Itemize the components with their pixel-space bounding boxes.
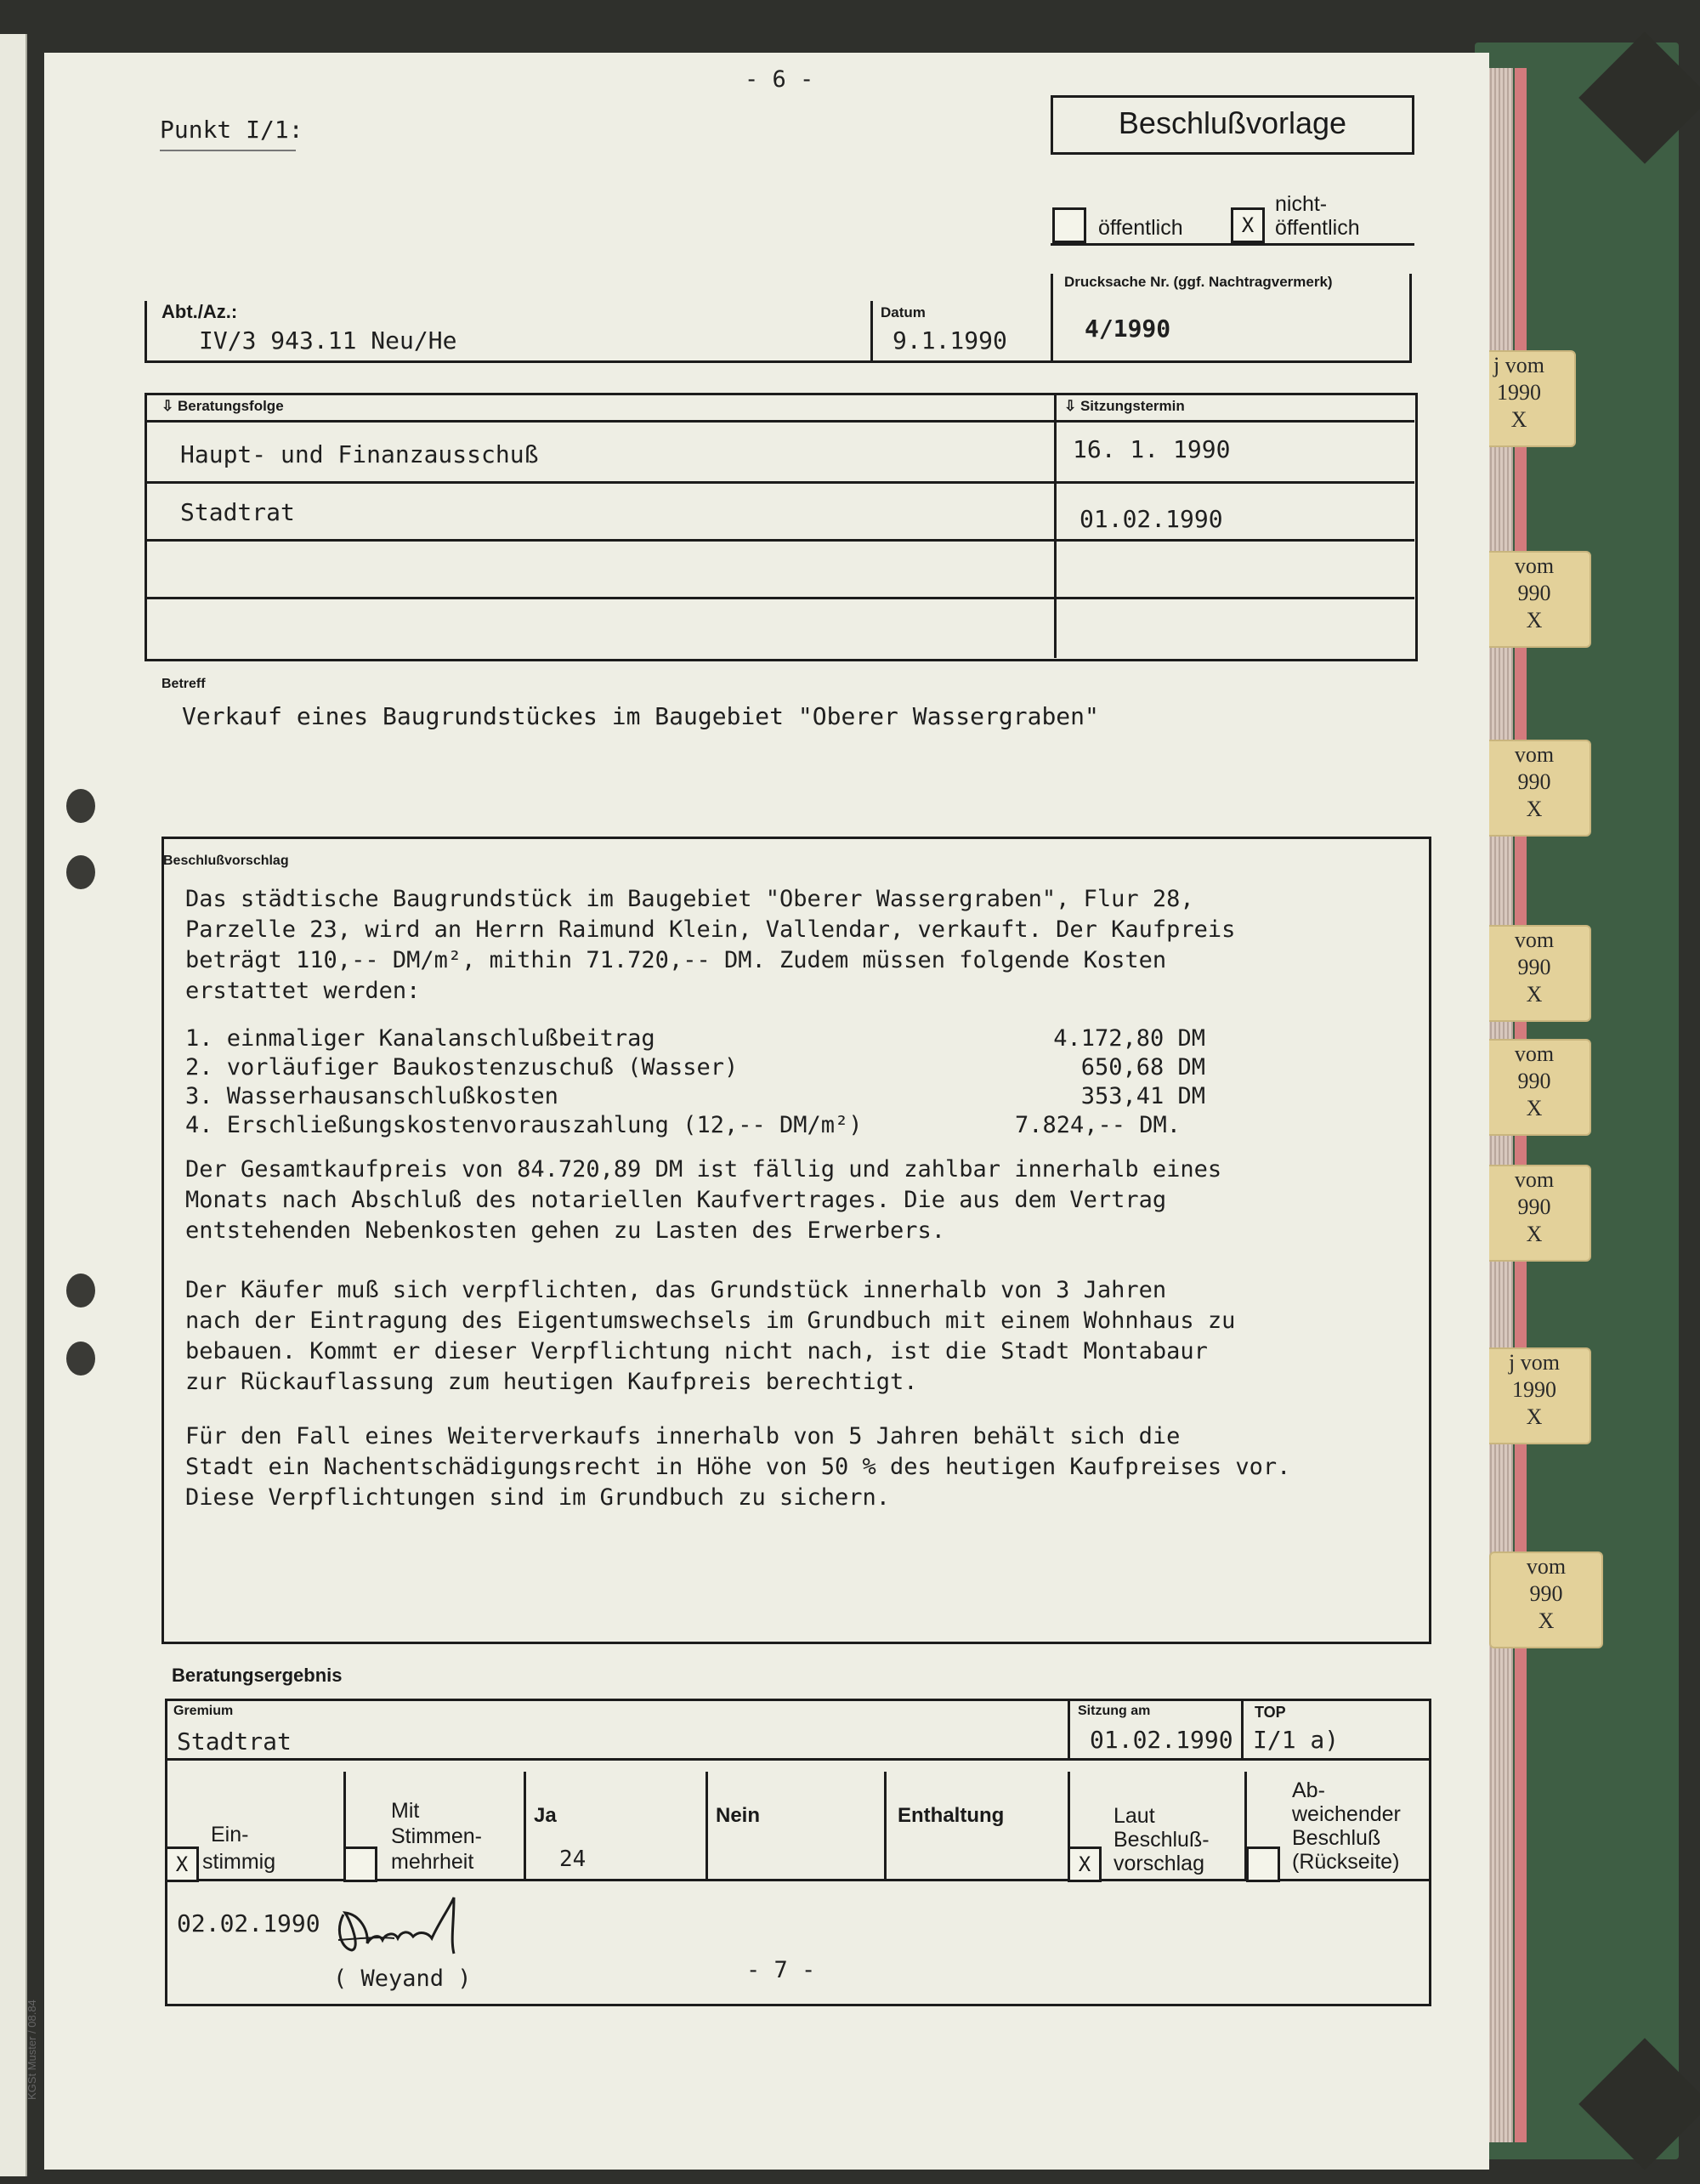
cost-row — [185, 1024, 1205, 1052]
vorschlag-line: Diese Verpflichtungen sind im Grundbuch zu sichern. — [185, 1484, 891, 1511]
handwritten-signature — [326, 1889, 496, 1966]
punkt-underline — [160, 150, 296, 151]
beschlussvorschlag-label: Beschlußvorschlag — [163, 854, 289, 868]
abw-label-3: Beschluß — [1292, 1826, 1381, 1850]
vote-col-divider — [706, 1772, 708, 1881]
side-tab[interactable]: vom 990 X — [1477, 925, 1591, 1022]
datum-label: Datum — [881, 304, 926, 321]
beratung-column-divider — [1054, 393, 1057, 658]
vorschlag-line: Für den Fall eines Weiterverkaufs innerhalb von 5 Jahren behält sich die — [185, 1423, 1181, 1449]
cost-item: 1. einmaliger Kanalanschlußbeitrag — [185, 1025, 655, 1052]
vorschlag-line: Der Käufer muß sich verpflichten, das Grundstück innerhalb von 3 Jahren — [185, 1277, 1167, 1303]
beratung-gremium-2: Stadtrat — [180, 498, 295, 526]
cost-amount: 650,68 DM — [1080, 1054, 1205, 1081]
punch-hole — [66, 855, 95, 889]
vorschlag-line: Der Gesamtkaufpreis von 84.720,89 DM ist fällig und zahlbar innerhalb eines — [185, 1156, 1222, 1183]
laut-label-1: Laut — [1114, 1804, 1155, 1828]
vorschlag-para4 — [185, 1421, 1290, 1513]
ja-value: 24 — [559, 1846, 586, 1872]
abweichender-beschluss-checkbox[interactable] — [1246, 1846, 1280, 1882]
beratung-termin-2: 01.02.1990 — [1080, 505, 1223, 533]
ja-label: Ja — [534, 1804, 557, 1827]
cost-item: 3. Wasserhausanschlußkosten — [185, 1083, 558, 1109]
cost-item: 4. Erschließungskostenvorauszahlung (12,-- DM/m²) — [185, 1112, 863, 1138]
cost-amount: 4.172,80 DM — [1053, 1025, 1205, 1052]
signature-date: 02.02.1990 — [177, 1909, 320, 1937]
drucksache-left-border — [1051, 274, 1053, 362]
einstimmig-checkbox[interactable]: X — [165, 1846, 199, 1882]
vorschlag-intro — [185, 884, 1235, 1007]
ergebnis-label: Beratungsergebnis — [172, 1665, 343, 1686]
side-tab[interactable]: vom 990 X — [1477, 1165, 1591, 1262]
mehrheit-checkbox[interactable] — [343, 1846, 377, 1882]
nonpublic-checkbox[interactable]: X — [1231, 207, 1265, 243]
page-number-top: - 6 - — [745, 66, 814, 93]
sitzung-value: 01.02.1990 — [1090, 1726, 1233, 1754]
abw-label-4: (Rückseite) — [1292, 1850, 1400, 1874]
vorschlag-line: erstattet werden: — [185, 978, 421, 1004]
beratung-termin-1: 16. 1. 1990 — [1073, 435, 1231, 463]
gremium-value: Stadtrat — [177, 1727, 292, 1756]
vorschlag-line: Stadt ein Nachentschädigungsrecht in Höhe von 50 % des heutigen Kaufpreises vor. — [185, 1454, 1291, 1480]
beratung-table — [144, 393, 1418, 661]
datum-left-border — [870, 301, 873, 362]
vorschlag-line: Monats nach Abschluß des notariellen Kaufvertrages. Die aus dem Vertrag — [185, 1187, 1167, 1213]
vorschlag-line: bebauen. Kommt er dieser Verpflichtung nicht nach, ist die Stadt Montabaur — [185, 1338, 1208, 1364]
sitzung-label: Sitzung am — [1078, 1704, 1151, 1718]
vorschlag-para2 — [185, 1154, 1221, 1246]
side-tab[interactable]: vom 990 X — [1477, 551, 1591, 648]
signer-name: ( Weyand ) — [333, 1966, 472, 1992]
enthaltung-label: Enthaltung — [898, 1804, 1005, 1827]
vorschlag-line: nach der Eintragung des Eigentumswechsels im Grundbuch mit einem Wohnhaus zu — [185, 1308, 1236, 1334]
side-tab[interactable]: vom 990 X — [1489, 1551, 1603, 1648]
page-number-bottom: - 7 - — [746, 1957, 816, 1983]
datum-value: 9.1.1990 — [892, 326, 1007, 355]
form-imprint: KGSt Muster / 08.84 — [26, 2000, 38, 2100]
mehrheit-label-2: Stimmen- — [391, 1824, 482, 1848]
beratung-gremium-1: Haupt- und Finanzausschuß — [180, 440, 539, 468]
cost-row — [185, 1081, 1205, 1110]
punch-hole — [66, 1342, 95, 1376]
beratung-header-rule — [144, 420, 1414, 423]
einstimmig-label-1: Ein- — [211, 1823, 249, 1846]
punch-hole — [66, 789, 95, 823]
nein-label: Nein — [716, 1804, 761, 1827]
drucksache-label: Drucksache Nr. (ggf. Nachtragvermerk) — [1064, 274, 1333, 290]
arrow-down-icon: ⇩ — [1064, 398, 1080, 414]
cost-list — [185, 1024, 1205, 1139]
arrow-down-icon: ⇩ — [162, 398, 178, 414]
mehrheit-label-3: mehrheit — [391, 1850, 474, 1874]
ergebnis-row-rule — [165, 1758, 1429, 1761]
cost-item: 2. vorläufiger Baukostenzuschuß (Wasser) — [185, 1054, 739, 1081]
meta-bottom-rule — [144, 360, 1412, 363]
sitzungstermin-label: ⇩ Sitzungstermin — [1064, 398, 1185, 414]
vorschlag-line: zur Rückauflassung zum heutigen Kaufpreis berechtigt. — [185, 1369, 918, 1395]
punkt-label: Punkt I/1: — [160, 116, 303, 144]
ergebnis-col-divider — [1241, 1699, 1244, 1760]
vorschlag-line: beträgt 110,-- DM/m², mithin 71.720,-- DM. Zudem müssen folgende Kosten — [185, 947, 1167, 973]
form-title: Beschlußvorlage — [1118, 105, 1347, 140]
top-value: I/1 a) — [1253, 1726, 1340, 1754]
public-label: öffentlich — [1098, 216, 1183, 240]
laut-beschlussvorschlag-checkbox[interactable]: X — [1068, 1846, 1102, 1882]
side-tab[interactable]: j vom 1990 X — [1477, 1347, 1591, 1444]
cost-row — [185, 1052, 1205, 1081]
mehrheit-label-1: Mit — [391, 1799, 420, 1823]
nonpublic-label-line2: öffentlich — [1275, 216, 1360, 240]
einstimmig-label-2: stimmig — [202, 1850, 276, 1874]
abw-label-1: Ab- — [1292, 1778, 1325, 1802]
az-value: IV/3 943.11 Neu/He — [199, 326, 457, 355]
nonpublic-label-line1: nicht- — [1275, 192, 1328, 216]
laut-label-2: Beschluß- — [1114, 1828, 1210, 1852]
public-checkbox[interactable] — [1052, 207, 1086, 243]
vorschlag-para3 — [185, 1275, 1235, 1398]
cost-amount: 353,41 DM — [1080, 1083, 1205, 1109]
az-left-border — [144, 301, 147, 362]
drucksache-right-border — [1409, 274, 1412, 362]
vote-col-divider — [884, 1772, 887, 1881]
betreff-text: Verkauf eines Baugrundstückes im Baugebiet "Oberer Wassergraben" — [182, 702, 1099, 730]
vorschlag-line: Parzelle 23, wird an Herrn Raimund Klein, Vallendar, verkauft. Der Kaufpreis — [185, 916, 1236, 943]
az-label: Abt./Az.: — [162, 301, 238, 322]
vorschlag-line: Das städtische Baugrundstück im Baugebiet "Oberer Wassergraben", Flur 28, — [185, 886, 1194, 912]
cost-amount: 7.824,-- DM. — [1015, 1112, 1182, 1138]
punch-hole — [66, 1274, 95, 1308]
side-tab[interactable]: j vom 1990 X — [1462, 350, 1576, 447]
vote-col-divider — [524, 1772, 526, 1881]
facing-page-edge — [0, 34, 27, 2176]
header-rule — [1051, 243, 1414, 246]
drucksache-value: 4/1990 — [1085, 315, 1171, 343]
beratungsfolge-label: ⇩ Beratungsfolge — [162, 398, 284, 414]
cost-row — [185, 1110, 1205, 1139]
beratung-row-rule — [144, 597, 1414, 599]
vorschlag-line: entstehenden Nebenkosten gehen zu Lasten des Erwerbers. — [185, 1217, 946, 1244]
gremium-label: Gremium — [173, 1704, 234, 1718]
abw-label-2: weichender — [1292, 1802, 1401, 1826]
ergebnis-col-divider — [1068, 1699, 1070, 1760]
side-tab[interactable]: vom 990 X — [1477, 1039, 1591, 1136]
top-label: TOP — [1255, 1704, 1286, 1721]
betreff-label: Betreff — [162, 677, 206, 691]
beratung-row-rule — [144, 539, 1414, 542]
laut-label-3: vorschlag — [1114, 1852, 1204, 1875]
side-tab[interactable]: vom 990 X — [1477, 740, 1591, 837]
beratung-row-rule — [144, 481, 1414, 484]
